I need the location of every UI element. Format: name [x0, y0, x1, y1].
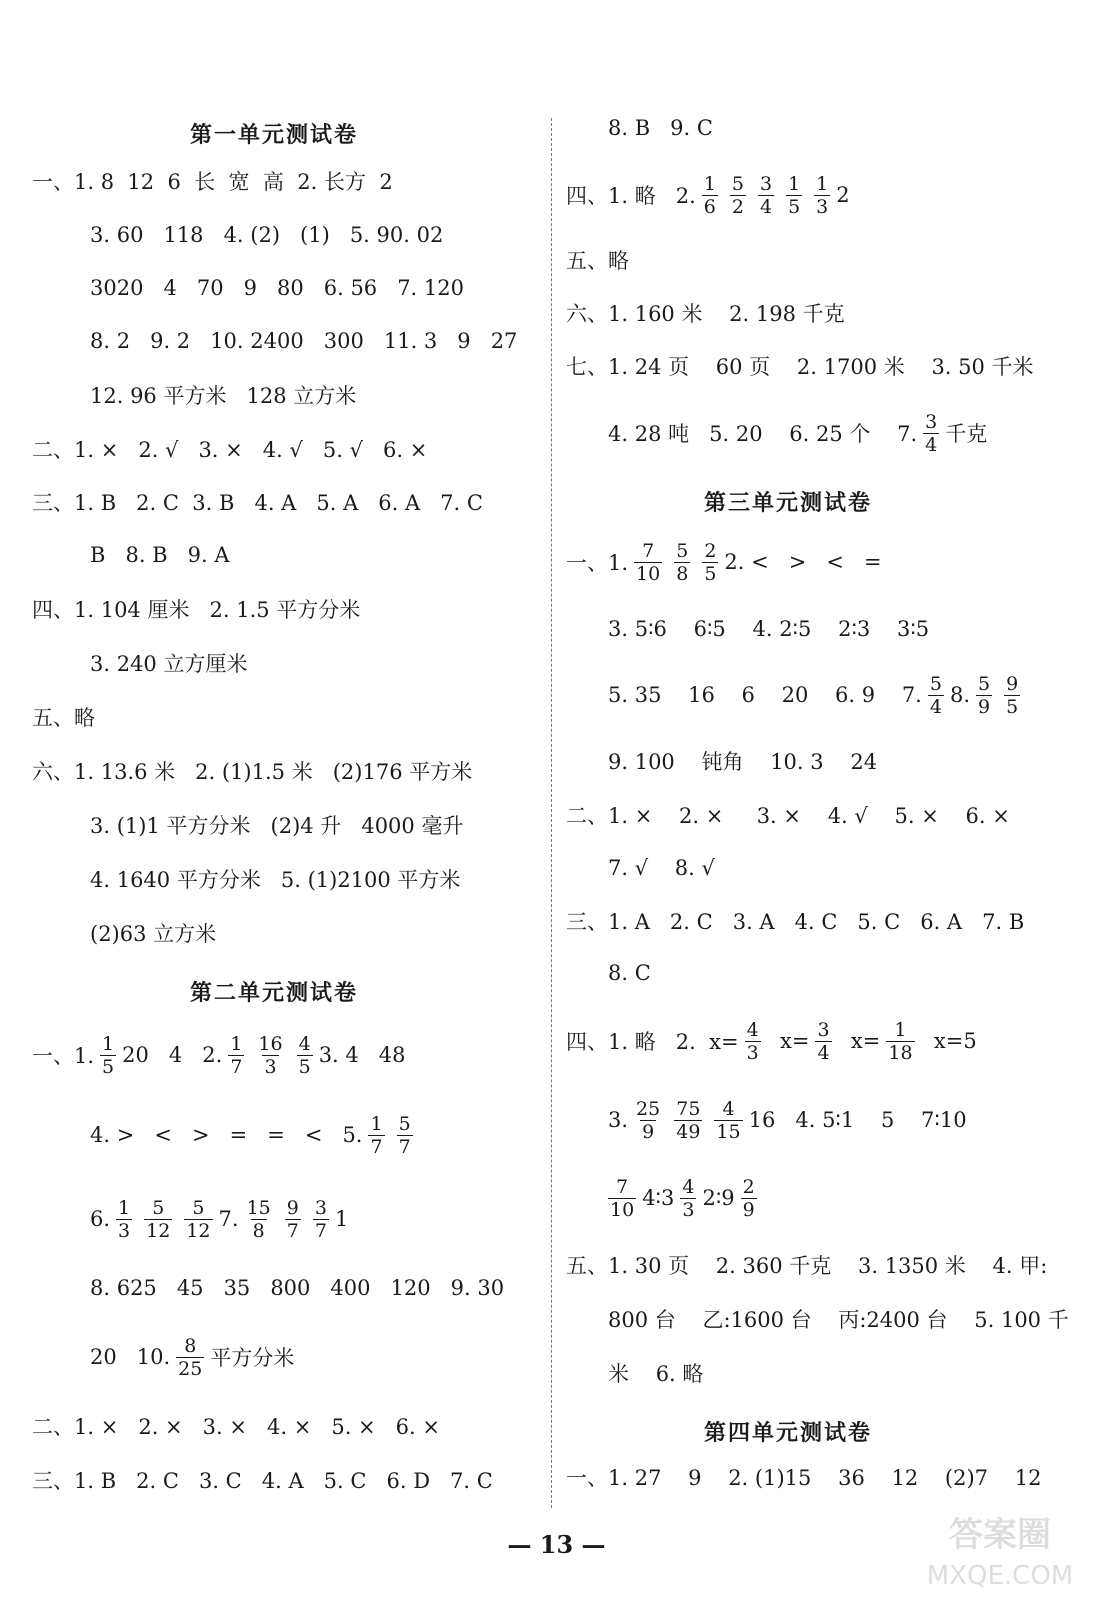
fraction: 2 9: [742, 1175, 755, 1221]
fraction: 9 5: [1006, 672, 1019, 718]
fraction: 3 4: [759, 172, 773, 218]
unit1-title: 第一单元测试卷: [190, 122, 359, 148]
answer-line: 三、1. B 2. C 3. C 4. A 5. C 6. D 7. C: [32, 1469, 493, 1493]
answer-line: 9. 100 钝角 10. 3 24: [608, 750, 878, 774]
answer-line: 4. 28 吨 5. 20 6. 25 个 7. 3 4 千克: [608, 410, 988, 456]
fraction: 25 9: [636, 1097, 661, 1143]
answer-line: 800 台 乙:1600 台 丙:2400 台 5. 100 千: [608, 1308, 1069, 1332]
answer-line: (2)63 立方米: [90, 922, 217, 946]
answer-line: 5. 35 16 6 20 6. 9 7. 5 4 8. 5 9 9 5: [608, 672, 1019, 718]
answer-line: 3. 5∶6 6∶5 4. 2∶5 2∶3 3∶5: [608, 617, 930, 641]
answer-line: B 8. B 9. A: [90, 543, 230, 567]
fraction: $\frac{3}{4}$: [817, 1018, 830, 1064]
fraction: 1 7: [230, 1032, 243, 1078]
page-number: — 13 —: [507, 1530, 606, 1559]
fraction: 5 7: [398, 1112, 411, 1158]
answer-line: 米 6. 略: [608, 1362, 704, 1386]
fraction: 9 7: [286, 1196, 299, 1242]
answer-line: 六、1. 160 米 2. 198 千克: [566, 302, 845, 326]
fraction: 5 12: [186, 1196, 211, 1242]
answer-line: 8. C: [608, 961, 651, 985]
fraction: 2 5: [704, 539, 717, 585]
fraction: $\frac{1}{18}$: [888, 1018, 913, 1064]
fraction: 5 2: [731, 172, 744, 218]
answer-line: 一、1. 8 12 6 长 宽 高 2. 长方 2: [32, 170, 393, 194]
answer-line: 12. 96 平方米 128 立方米: [90, 384, 357, 408]
fraction: 4 3: [682, 1175, 695, 1221]
answer-line: 3. (1)1 平方分米 (2)4 升 4000 毫升: [90, 814, 464, 838]
answer-line: 五、略: [32, 706, 95, 730]
fraction: 1 3: [118, 1196, 131, 1242]
svg-text:MXQE.COM: MXQE.COM: [926, 1561, 1074, 1591]
answer-line: 3. 240 立方厘米: [90, 652, 248, 676]
svg-text:答案圈: 答案圈: [949, 1515, 1051, 1555]
fraction: 75 49: [676, 1097, 701, 1143]
answer-line: 8. 2 9. 2 10. 2400 300 11. 3 9 27: [90, 329, 518, 353]
unit2-title: 第二单元测试卷: [190, 980, 359, 1006]
unit3-title: 第三单元测试卷: [704, 490, 873, 516]
fraction: $\frac{4}{3}$: [746, 1018, 759, 1064]
fraction: 16 3: [258, 1032, 283, 1078]
fraction: 5 12: [146, 1196, 171, 1242]
fraction: 7 10: [636, 539, 661, 585]
answer-line: 四、1. 104 厘米 2. 1.5 平方分米: [32, 598, 361, 622]
watermark-logo: [900, 1506, 1100, 1594]
answer-line: 六、1. 13.6 米 2. (1)1.5 米 (2)176 平方米: [32, 760, 473, 784]
answer-line: 一、1. 27 9 2. (1)15 36 12 (2)7 12: [566, 1466, 1042, 1490]
fraction: 3 7: [314, 1196, 327, 1242]
fraction: 1 5: [788, 172, 801, 218]
fraction: 5 4: [929, 672, 942, 718]
answer-line: 8. B 9. C: [608, 116, 713, 140]
unit4-title: 第四单元测试卷: [704, 1420, 873, 1446]
answer-line: 二、1. × 2. × 3. × 4. √ 5. × 6. ×: [566, 804, 1010, 828]
answer-line: 3. 60 118 4. (2) (1) 5. 90. 02: [90, 223, 444, 247]
fraction: 1 5: [102, 1032, 115, 1078]
fraction: 5 9: [978, 672, 991, 718]
answer-line: 4. > < > = = < 5. 1 7 5 7: [90, 1112, 411, 1158]
answer-line: 四、1. 略 2. 1 6 5 2 3 4 1 5 1 3 2: [566, 172, 850, 218]
answer-line: 五、略: [566, 249, 629, 273]
answer-line: 4. 1640 平方分米 5. (1)2100 平方米: [90, 868, 461, 892]
fraction: 4 5: [298, 1032, 311, 1078]
fraction: 8 25: [178, 1334, 203, 1380]
answer-line: 8. 625 45 35 800 400 120 9. 30: [90, 1276, 505, 1300]
answer-line: 一、1. 1 5 20 4 2. 1 7 16 3 4 5 3. 4 48: [32, 1032, 406, 1078]
fraction: 7 10: [610, 1175, 635, 1221]
answer-line: 3020 4 70 9 80 6. 56 7. 120: [90, 276, 464, 300]
answer-line: 3. 25 9 75 49 4 15 16 4. 5∶1 5 7∶10: [608, 1097, 967, 1143]
fraction: 4 15: [716, 1097, 741, 1143]
answer-line: 二、1. × 2. × 3. × 4. × 5. × 6. ×: [32, 1415, 440, 1439]
answer-line: 七、1. 24 页 60 页 2. 1700 米 3. 50 千米: [566, 355, 1034, 379]
answer-line: 一、1. 7 10 5 8 2 5 2. < > < =: [566, 539, 882, 585]
answer-line: 20 10. 8 25 平方分米: [90, 1334, 295, 1380]
answer-line: 三、1. A 2. C 3. A 4. C 5. C 6. A 7. B: [566, 910, 1025, 934]
column-divider: [551, 118, 552, 1508]
fraction: 15 8: [246, 1196, 271, 1242]
answer-line: 三、1. B 2. C 3. B 4. A 5. A 6. A 7. C: [32, 491, 483, 515]
fraction: 1 7: [370, 1112, 383, 1158]
answer-line: 二、1. × 2. √ 3. × 4. √ 5. √ 6. ×: [32, 438, 428, 462]
fraction: 5 8: [676, 539, 689, 585]
answer-line: 6. 1 3 5 12 5 12 7. 15 8 9 7 3 7 1: [90, 1196, 349, 1242]
fraction: 1 6: [703, 172, 716, 218]
fraction: 3 4: [925, 410, 938, 456]
answer-line: 五、1. 30 页 2. 360 千克 3. 1350 米 4. 甲:: [566, 1254, 1048, 1278]
answer-line: 四、1. 略 2. x= $\frac{4}{3}$ x= $\frac{3}{4}$ x= $\frac{1}{18}$ x=5: [566, 1018, 977, 1064]
fraction: 1 3: [816, 172, 829, 218]
answer-line: 7. √ 8. √: [608, 856, 715, 880]
answer-line: 7 10 4∶3 4 3 2∶9 2 9: [610, 1175, 755, 1221]
